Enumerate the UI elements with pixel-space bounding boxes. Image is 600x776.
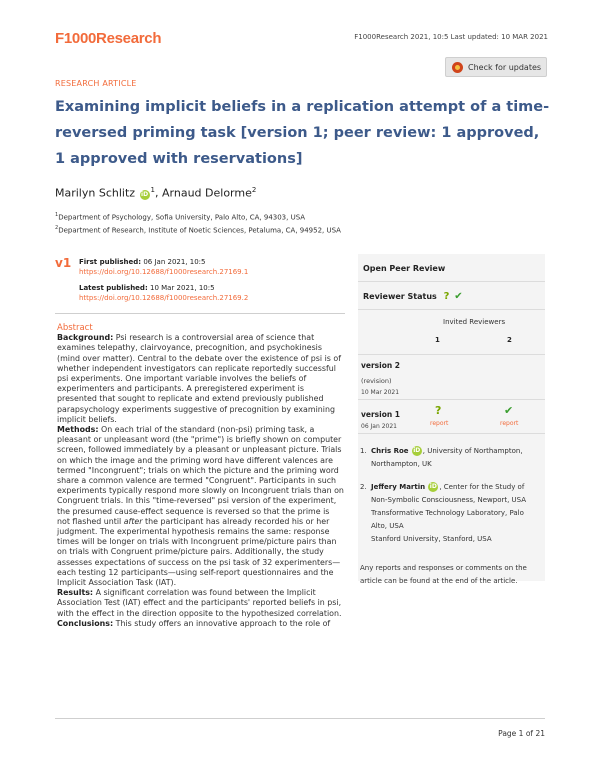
orcid-icon[interactable]: iD — [141, 190, 149, 198]
article-title: Examining implicit beliefs in a replication attempt of a time-reversed priming task [version 1; peer review: 1 approved, 1 approved with reservations] — [55, 99, 550, 167]
check-for-updates-label: Check for updates — [468, 62, 542, 72]
divider — [358, 399, 545, 400]
abstract-methods — [57, 425, 344, 588]
affiliation-number: 2 — [55, 225, 59, 231]
open-peer-review-heading: Open Peer Review — [363, 264, 446, 273]
author-affiliation-number: 1 — [150, 186, 156, 194]
divider — [55, 718, 545, 719]
reviewer-name[interactable]: Jeffery Martin — [371, 483, 426, 491]
affiliation — [55, 212, 305, 221]
divider — [358, 309, 545, 310]
citation-line: F1000Research 2021, 10:5 Last updated: 10 MAR 2021 — [354, 33, 548, 41]
latest-doi-link[interactable]: https://doi.org/10.12688/f1000research.27169.2 — [79, 294, 249, 302]
reviewer-2-report-link[interactable]: report — [500, 420, 519, 427]
page-number: Page 1 of 21 — [498, 729, 545, 738]
reviewer-details — [371, 445, 540, 471]
journal-logo: F1000Research — [55, 30, 162, 47]
divider — [358, 433, 545, 434]
reviewer-number: 1. — [360, 447, 367, 455]
author-list — [55, 186, 256, 200]
methods-label: Methods: — [57, 425, 99, 435]
reviewer-entry — [360, 481, 540, 546]
affiliation-text: Department of Research, Institute of Noetic Sciences, Petaluma, CA, 94952, USA — [58, 226, 341, 235]
methods-text-continued: the participant has already recorded his or her judgment. The experimental hypothesis remains the same: response times will be longer on trials with Incongruent prime/picture pairs than on trials with Congruent prime/picture pairs. Additionally, the study assesses expectations of success on the psi task of 32 experimenters—each testing 12 participants—using self-report questionnaires and the Implicit Association Task (IAT). — [57, 516, 341, 588]
version-badge: v1 — [55, 256, 72, 270]
orcid-icon[interactable]: iD — [429, 483, 437, 490]
latest-published-date: 10 Mar 2021, 10:5 — [149, 284, 215, 292]
methods-text: On each trial of the standard (non-psi) priming task, a pleasant or unpleasant word (the "prime") is briefly shown on computer screen, followed immediately by a pleasant or unpleasant picture. Trials on which the image and the priming word have different valences are termed "Incongruent"; trials on which the picture and the priming word share a common valence are termed "Congruent". Participants in such experiments typically respond more slowly on Incongruent trials than on Congruent trials. In this "time-reversed" psi version of the experiment, the presumed cause-effect sequence is reversed so that the prime is not flashed until — [57, 425, 344, 526]
orcid-icon[interactable]: iD — [413, 447, 421, 454]
first-published — [79, 257, 248, 277]
divider — [358, 281, 545, 282]
reviewer-column-2: 2 — [507, 336, 512, 344]
author-name[interactable]: Marilyn Schlitz — [55, 186, 136, 200]
abstract-results — [57, 588, 344, 619]
affiliation-text: Department of Psychology, Sofia University, Palo Alto, CA, 94303, USA — [58, 213, 306, 222]
background-label: Background: — [57, 333, 114, 343]
conclusions-label: Conclusions: — [57, 618, 114, 628]
conclusions-text: This study offers an innovative approach to the role of — [113, 618, 331, 628]
abstract-background — [57, 333, 344, 425]
latest-published-label: Latest published: — [79, 284, 148, 292]
first-published-label: First published: — [79, 258, 142, 266]
question-icon: ? — [443, 291, 450, 302]
reviewer-number: 2. — [360, 483, 367, 491]
reviewer-status-label: Reviewer Status — [363, 292, 437, 301]
reviewer-affiliation: Stanford University, Stanford, USA — [371, 535, 492, 543]
reviewer-entry — [360, 445, 540, 471]
author-name[interactable]: , Arnaud Delorme — [155, 186, 252, 200]
results-label: Results: — [57, 588, 94, 598]
reviewer-affiliation: , University of Northampton, Northampton, UK — [371, 447, 523, 468]
affiliation — [55, 225, 341, 234]
divider — [55, 313, 345, 314]
abstract-conclusions — [57, 619, 344, 629]
article-type: RESEARCH ARTICLE — [55, 79, 137, 88]
author-affiliation-number: 2 — [251, 186, 257, 194]
affiliation-number: 1 — [55, 212, 59, 218]
version-2-link[interactable]: version 2 — [361, 361, 401, 370]
reports-note: Any reports and responses or comments on the article can be found at the end of the article. — [360, 564, 527, 585]
version-1-date: 06 Jan 2021 — [361, 423, 397, 430]
methods-emphasis: after — [123, 516, 143, 526]
check-for-updates-button[interactable] — [445, 57, 547, 77]
reviewer-affiliation: , Center for the Study of Non-Symbolic Consciousness, Newport, USA — [371, 483, 527, 504]
latest-published — [79, 283, 248, 303]
reviewer-status — [363, 291, 463, 302]
reviewer-name[interactable]: Chris Roe — [371, 447, 409, 455]
check-icon: ✔ — [504, 404, 514, 417]
abstract-heading: Abstract — [57, 323, 93, 333]
first-published-date: 06 Jan 2021, 10:5 — [143, 258, 206, 266]
reviewer-affiliation: Transformative Technology Laboratory, Palo Alto, USA — [371, 509, 524, 530]
results-text: A significant correlation was found between the Implicit Association Test (IAT) effect and the participants' reported beliefs in psi, with the effect in the direction opposite to the hypothesized correlation. — [57, 588, 342, 618]
background-text: Psi research is a controversial area of science that examines telepathy, clairvoyance, precognition, and psychokinesis (mind over matter). Central to the debate over the existence of psi is of whether independent investigators can replicate reportedly successful psi experiments. One important variable involves the beliefs of experimenters and participants. A preregistered experiment is presented that sought to replicate and extend previously published parapsychology experiments suggestive of precognition by examining implicit beliefs. — [57, 333, 342, 424]
check-icon: ✔ — [454, 291, 463, 302]
crossmark-icon — [452, 62, 463, 73]
version-2-date: 10 Mar 2021 — [361, 389, 400, 396]
version-1-link[interactable]: version 1 — [361, 410, 401, 419]
first-doi-link[interactable]: https://doi.org/10.12688/f1000research.27169.1 — [79, 268, 249, 276]
reviewer-details — [371, 481, 540, 546]
reviewer-1-report-link[interactable]: report — [430, 420, 449, 427]
invited-reviewers-heading: Invited Reviewers — [443, 318, 506, 326]
abstract — [57, 323, 344, 629]
reviewer-column-1: 1 — [435, 336, 440, 344]
version-2-revision: (revision) — [361, 377, 392, 385]
divider — [358, 354, 545, 355]
question-icon: ? — [435, 404, 442, 417]
